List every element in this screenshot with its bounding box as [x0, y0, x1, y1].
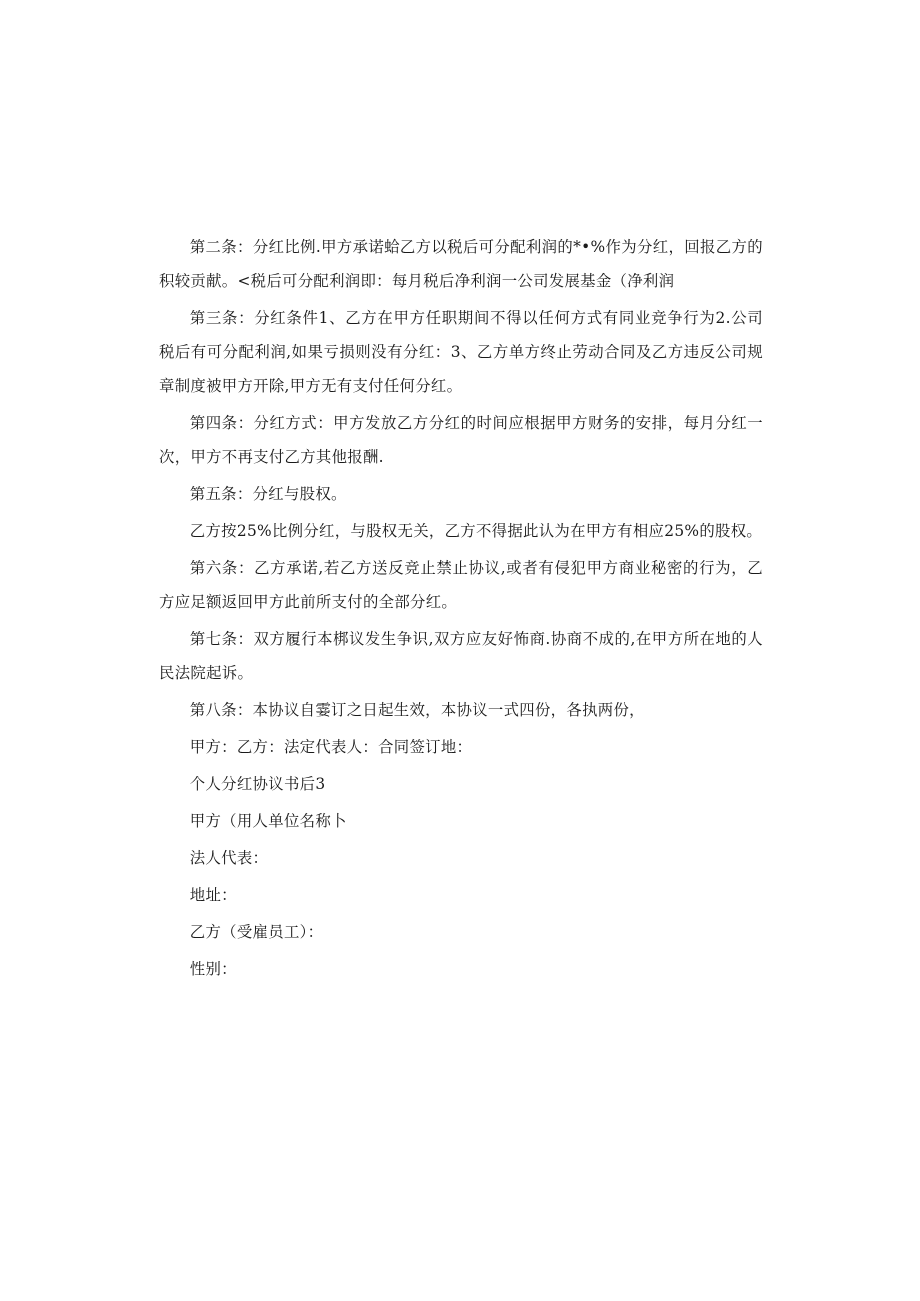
gender-field: 性别：: [189, 960, 237, 978]
article-3-paragraph: 第三条：分红条件1、乙方在甲方任职期间不得以任何方式有同业竞争行为2.公司税后有可分配利润,如果亏损则没有分红：3、乙方单方终止劳动合同及乙方违反公司规章制度被甲方开除,甲方无有支付任何分红。: [159, 309, 763, 395]
article-2-paragraph: 第二条：分红比例.甲方承诺蛤乙方以税后可分配利润的*•%作为分红，回报乙方的积较贡献。<税后可分配利润即：每月税后净利润一公司发展基金（净利润: [159, 238, 763, 290]
signature-line: 甲方：乙方：法定代表人：合同签订地：: [189, 738, 473, 756]
party-b-field: 乙方（受雇员工）：: [189, 923, 324, 941]
article-8-paragraph: 第八条：本协议自霎订之日起生效，本协议一式四份，各执两份，: [189, 701, 645, 719]
document-body: [159, 230, 763, 989]
article-4-paragraph: 第四条：分红方式：甲方发放乙方分红的时间应根据甲方财务的安排，每月分红一次，甲方不再支付乙方其他报酬.: [159, 414, 763, 466]
document-subtitle: 个人分红协议书后3: [189, 775, 326, 793]
article-5-paragraph: 第五条：分红与股权。: [189, 485, 347, 503]
party-a-field: 甲方（用人单位名称卜: [189, 812, 347, 830]
article-6-paragraph: 第六条：乙方承诺,若乙方送反竞止禁止协议,或者有侵犯甲方商业秘密的行为，乙方应足额返回甲方此前所支付的全部分红。: [159, 559, 763, 611]
dividend-ratio-paragraph: 乙方按25%比例分红，与股权无关，乙方不得据此认为在甲方有相应25%的股权。: [189, 522, 763, 540]
article-7-paragraph: 第七条：双方履行本梆议发生争识,双方应友好怖商.协商不成的,在甲方所在地的人民法院起诉。: [159, 630, 763, 682]
legal-rep-field: 法人代表：: [189, 849, 269, 867]
address-field: 地址：: [189, 886, 237, 904]
